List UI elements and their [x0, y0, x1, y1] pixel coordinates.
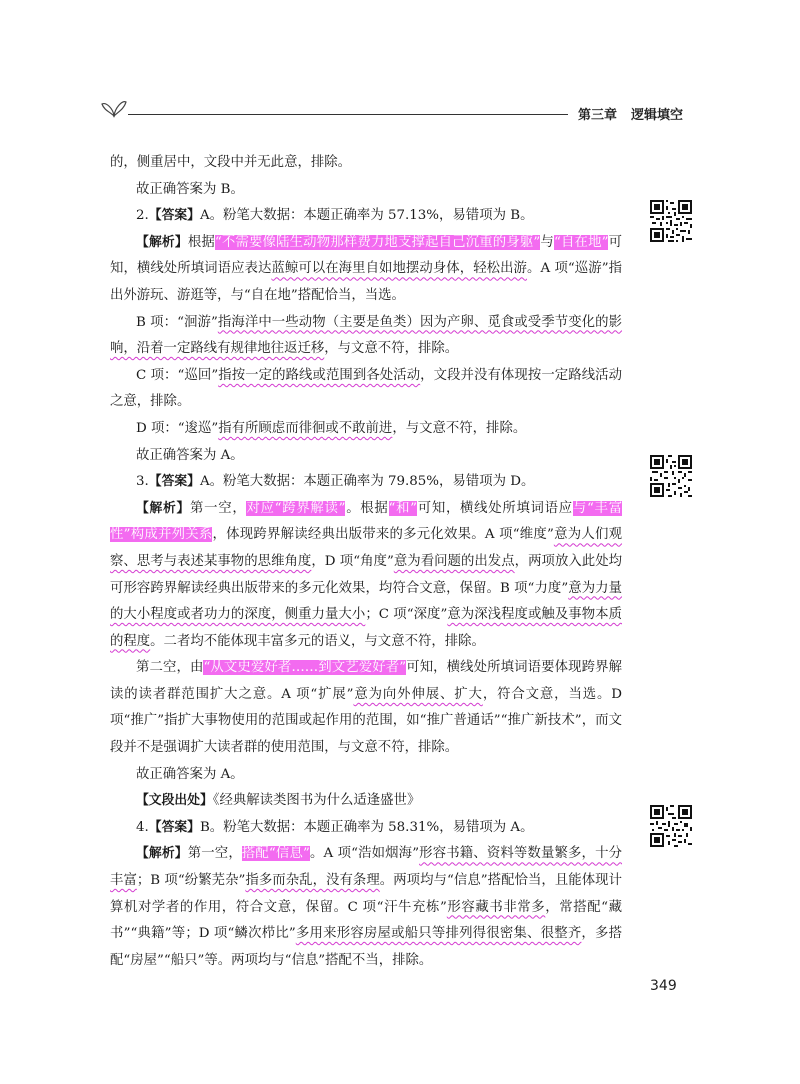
paragraph [110, 762, 622, 789]
source-title: 《经典解读类图书为什么适逢盛世》 [212, 793, 421, 809]
option-d [110, 416, 622, 443]
answer-explanations [110, 150, 622, 974]
conclusion-text: 故正确答案为 A。 [136, 447, 244, 463]
highlight: “和” [388, 500, 418, 516]
text-span: D 项：“逡巡” [136, 420, 219, 436]
highlight: 与“丰富性”构成并列关系 [110, 500, 623, 543]
text-span: ，两项放入此处均可形容跨界解读经典出版带来的多元化效果，均符合文意，保留。B 项“力度” [110, 553, 623, 596]
text-span: 第一空， [190, 500, 247, 516]
text-span: ；C 项“深度” [365, 607, 448, 623]
question-2-analysis [110, 230, 622, 310]
text-span: ，常搭配“藏书”“典籍”等；D 项“鳞次栉比” [110, 899, 622, 942]
text-span: 。二者均不能体现丰富多元的语义，与文意不符，排除。 [150, 633, 485, 649]
answer-text: A。粉笔大数据：本题正确率为 79.85%，易错项为 D。 [199, 474, 535, 490]
underlined-text: 意为深浅程度或触及事物本质的程度 [110, 607, 622, 649]
text-span: 第一空， [187, 846, 242, 862]
text-span: ，D 项“角度” [311, 553, 394, 569]
text-span: 。两项均与“信息”搭配恰当，且能体现计算机对学者的作用，符合文意，保留。C 项“汗牛充栋” [110, 873, 622, 915]
answer-label: 【答案】 [148, 819, 200, 835]
answer-text: A。粉笔大数据：本题正确率为 57.13%，易错项为 B。 [199, 208, 534, 224]
underlined-text: 意为向外伸展、扩大 [353, 686, 483, 702]
page-header [100, 96, 700, 126]
paragraph [110, 150, 622, 177]
question-3-second-blank [110, 655, 622, 761]
question-number: 4. [136, 819, 149, 835]
underlined-text: 指海洋中一些动物（主要是鱼类）因为产卵、觅食或受季节变化的影响，沿着一定路线有规律地往返迁移 [110, 314, 622, 357]
text-span: 可知，横线处所填词语应 [417, 500, 573, 516]
analysis-label: 【解析】 [136, 846, 188, 862]
underlined-text: 意为力量的大小程度或者功力的深度，侧重力量大小 [110, 580, 622, 623]
paragraph [110, 443, 622, 470]
text-span: 可知，横线处所填词语应表达 [110, 234, 623, 277]
underlined-text: 蓝鲸可以在海里自如地摆动身体，轻松出游 [271, 261, 527, 277]
analysis-label: 【解析】 [136, 500, 191, 516]
chapter-name: 逻辑填空 [631, 108, 684, 123]
qr-code-icon [650, 455, 692, 497]
text-span: 。根据 [345, 500, 389, 516]
question-3-analysis [110, 496, 622, 656]
chapter-title [578, 104, 683, 123]
text-span: 根据 [187, 234, 215, 250]
question-number: 3. [136, 474, 149, 490]
text-line: 的，侧重居中，文段中并无此意，排除。 [110, 155, 352, 170]
underlined-text: 多用来形容房屋或船只等排列得很密集、很整齐 [295, 926, 582, 942]
header-rule [128, 114, 568, 115]
highlight: 对应“跨界解读” [246, 500, 346, 516]
text-span: C 项：“巡回” [136, 367, 219, 383]
leaf-icon [100, 96, 128, 118]
underlined-text: 意为人们观察、思考与表述某事物的思维角度 [110, 527, 622, 569]
answer-text: B。粉笔大数据：本题正确率为 58.31%，易错项为 A。 [199, 819, 534, 835]
conclusion-text: 故正确答案为 A。 [136, 766, 244, 782]
highlight: 搭配“信息” [241, 846, 310, 862]
answer-label: 【答案】 [148, 208, 200, 224]
text-span: 与 [540, 234, 554, 250]
question-4-analysis [110, 841, 622, 974]
paragraph [110, 177, 622, 204]
text-span: 可知，横线处所填词语要体现跨界解读的读者群范围扩大之意。A 项“扩展” [110, 660, 622, 702]
option-c [110, 363, 622, 416]
conclusion-text: 故正确答案为 B。 [136, 181, 244, 197]
text-span: ；B 项“纷繁芜杂” [136, 873, 246, 889]
qr-code-icon [650, 805, 692, 847]
option-b [110, 310, 622, 363]
text-span: ，多搭配“房屋”“船只”等。两项均与“信息”搭配不当，排除。 [110, 926, 622, 968]
text-span: 。A 项“浩如烟海” [309, 846, 420, 862]
source-citation [110, 788, 622, 815]
question-2-answer [110, 203, 622, 230]
question-number: 2. [136, 208, 149, 224]
question-3-answer [110, 469, 622, 496]
underlined-text: 指多而杂乱，没有条理 [245, 873, 380, 889]
answer-label: 【答案】 [148, 474, 200, 490]
underlined-text: 形容书籍、资料等数量繁多，十分丰富 [110, 846, 622, 889]
text-span: 第二空，由 [136, 660, 204, 676]
analysis-label: 【解析】 [136, 234, 188, 250]
text-span: ，与文意不符，排除。 [324, 341, 459, 357]
text-span: ，与文意不符，排除。 [392, 420, 527, 436]
text-span: ，文段并没有体现按一定路线活动之意，排除。 [110, 367, 623, 410]
text-span: 。A 项“巡游”指出外游玩、游逛等，与“自在地”搭配恰当，当选。 [110, 261, 622, 303]
text-span: ，符合文意，当选。D 项“推广”指扩大事物使用的范围或起作用的范围，如“推广普通话”“推广新技术”，而文段并不是强调扩大读者群的使用范围，与文意不符，排除。 [110, 686, 622, 756]
question-4-answer [110, 815, 622, 842]
chapter-number: 第三章 [578, 108, 618, 123]
page-number: 349 [650, 978, 677, 994]
underlined-text: 形容藏书非常多 [446, 899, 546, 915]
highlight: “从文史爱好者……到文艺爱好者” [203, 660, 407, 676]
highlight: “自在地” [553, 234, 609, 250]
underlined-text: 意为看问题的出发点 [393, 553, 515, 569]
source-label: 【文段出处】 [136, 793, 213, 809]
underlined-text: 指有所顾虑而徘徊或不敢前进 [218, 420, 393, 436]
highlight: “不需要像陆生动物那样费力地支撑起自己沉重的身躯” [214, 234, 541, 250]
text-span: ，体现跨界解读经典出版带来的多元化效果。A 项“维度” [212, 527, 554, 543]
qr-code-icon [650, 200, 692, 242]
underlined-text: 指按一定的路线或范围到各处活动 [218, 367, 421, 383]
text-span: B 项：“洄游” [136, 314, 218, 330]
